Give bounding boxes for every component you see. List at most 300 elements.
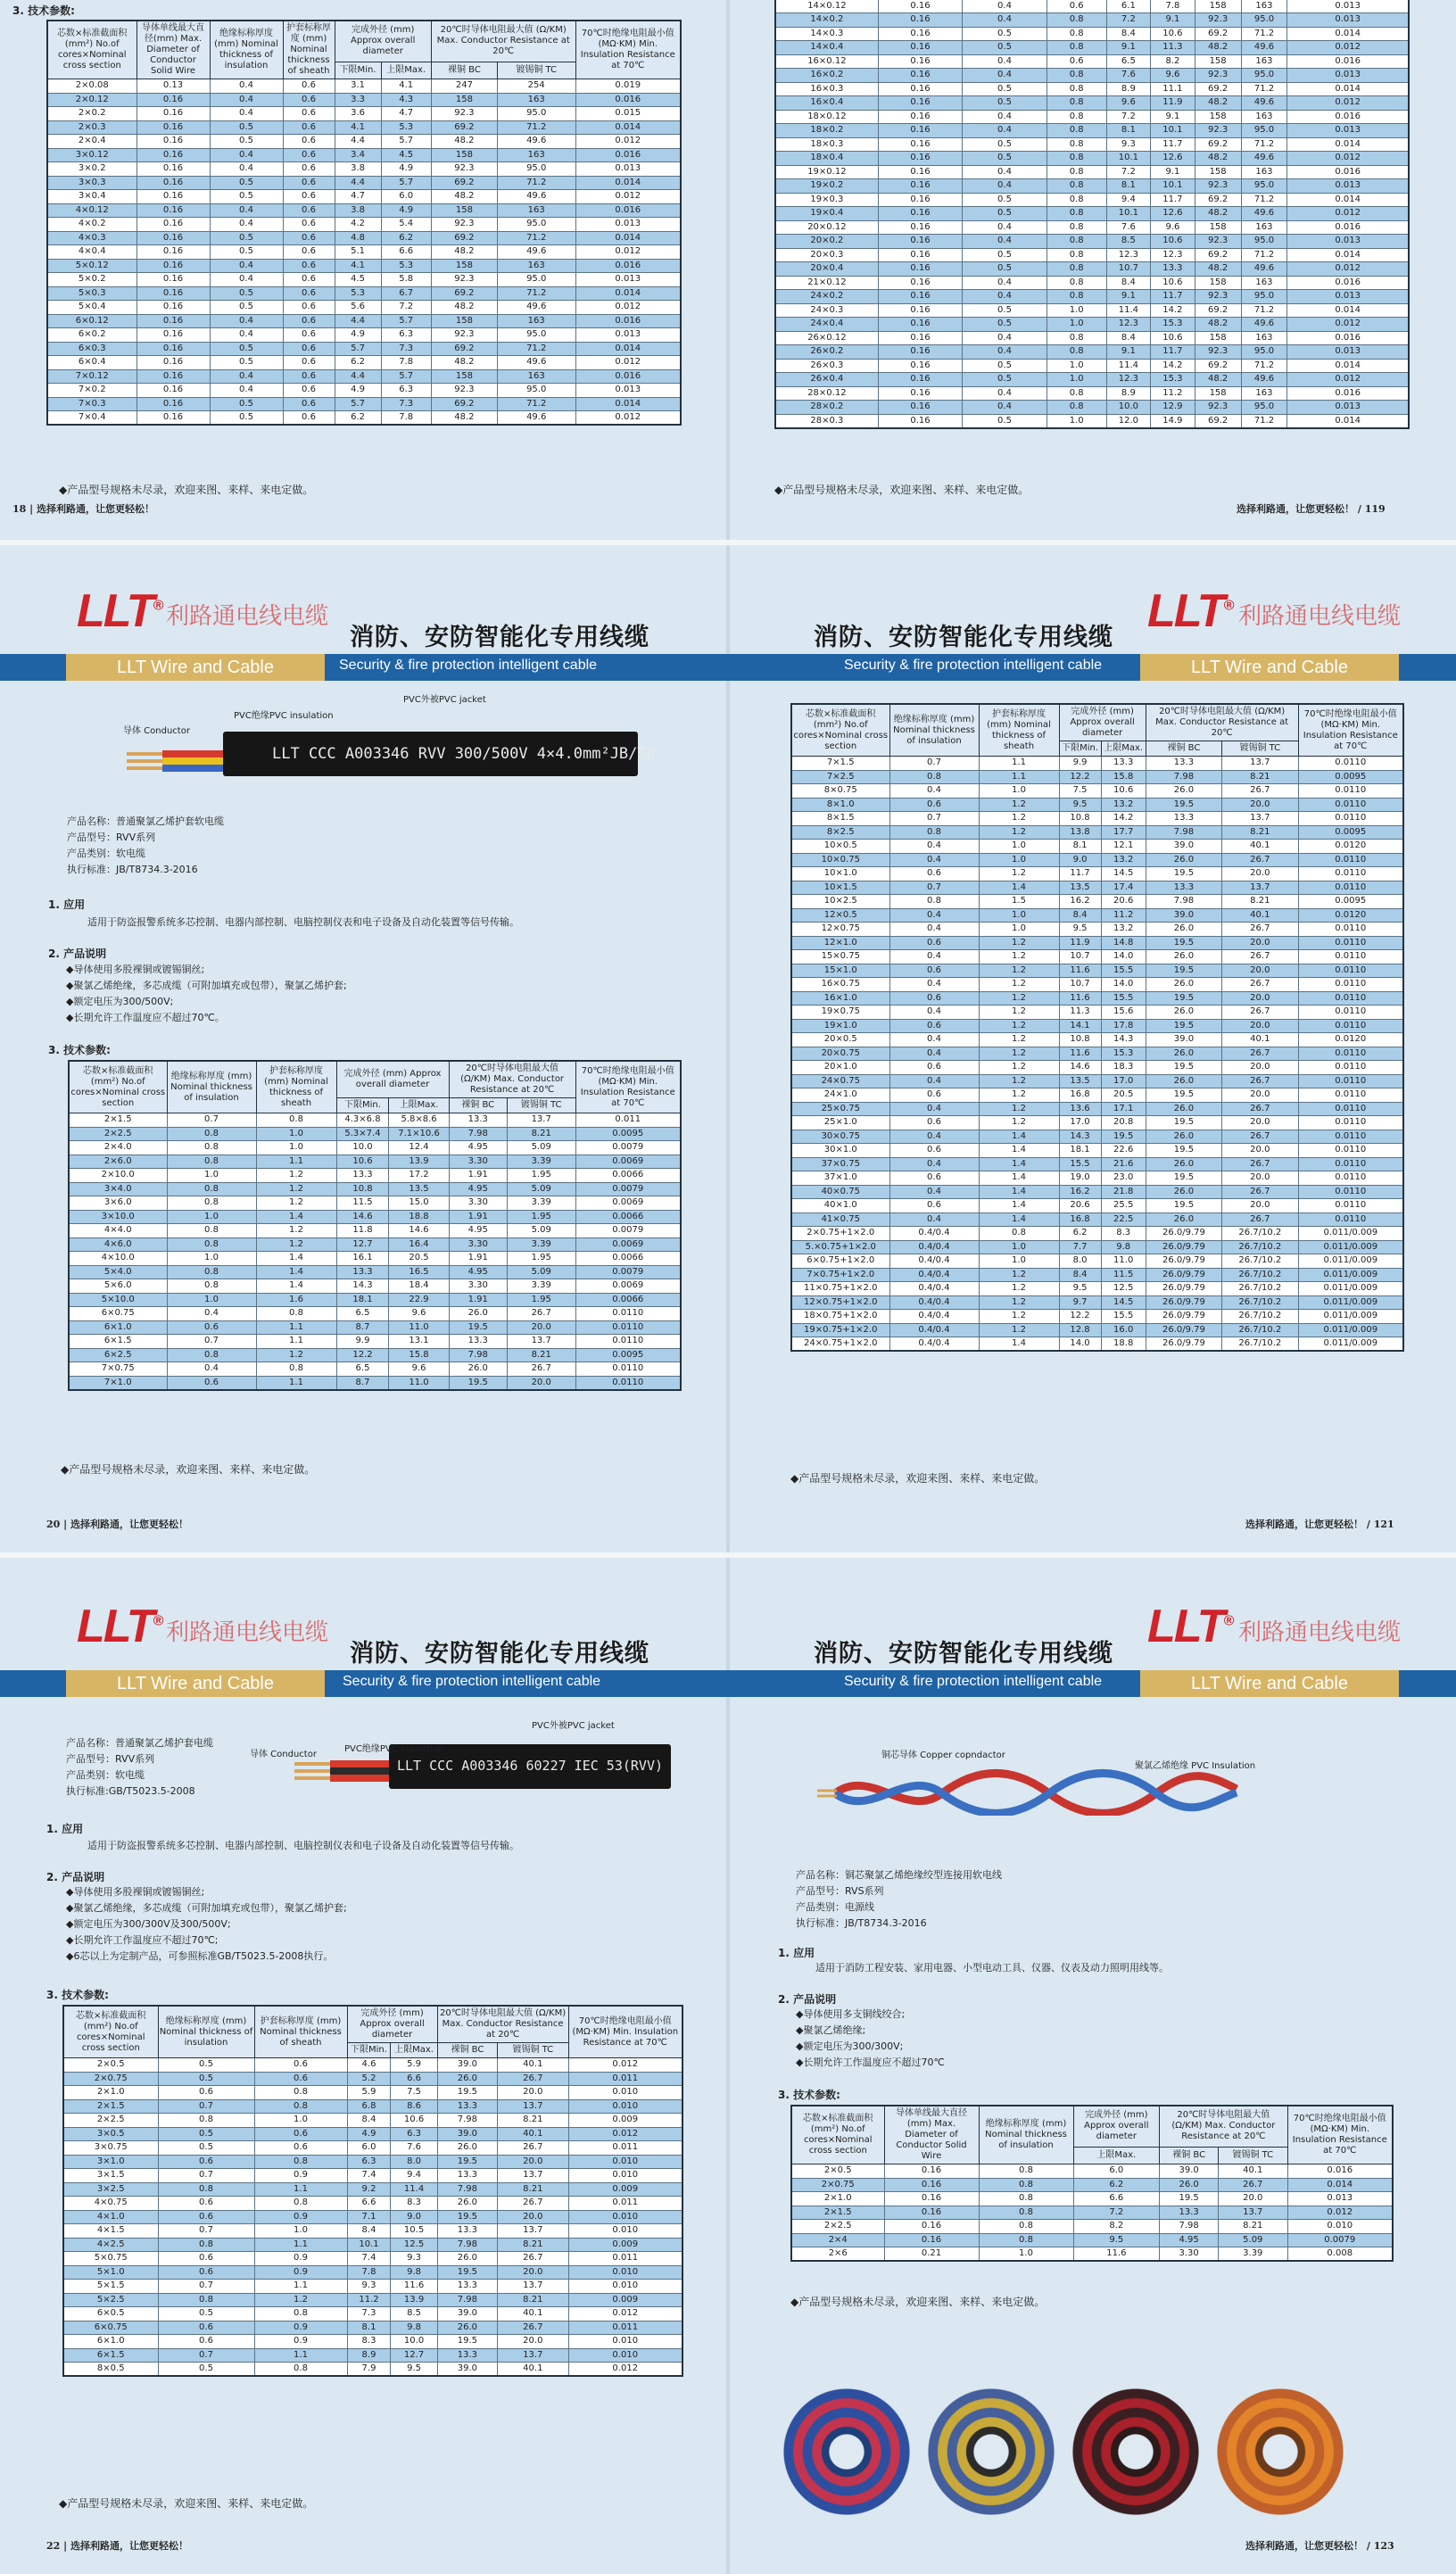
brand-cn: 利路通电线电缆: [1238, 1618, 1402, 1645]
table-cell: 3×6.0: [69, 1196, 167, 1211]
table-row: [791, 2247, 1393, 2262]
table-row: [775, 54, 1409, 69]
spread-118-119: [0, 0, 1456, 540]
table-cell: 7.1×10.6: [389, 1127, 449, 1141]
table-row: [791, 1006, 1403, 1020]
table-cell: 0.13: [136, 79, 210, 94]
application-text: 适用于防盗报警系统多芯控制、电器内部控制、电脑控制仪表和电子设备及自动化装置等信号传输。: [87, 916, 519, 928]
table-cell: 1.2: [979, 1310, 1059, 1324]
table-cell: 10.0: [336, 1141, 389, 1155]
table-cell: 18×0.3: [775, 137, 878, 152]
table-cell: 8.21: [498, 2238, 568, 2252]
table-cell: 4.95: [449, 1141, 507, 1155]
table-row: [791, 812, 1403, 826]
table-cell: 13.5: [1059, 881, 1101, 895]
footer: 18 | 选择利路通，让您更轻松！: [12, 503, 154, 515]
table-cell: 5.6: [335, 301, 381, 315]
table-cell: 28×0.3: [775, 414, 878, 428]
table-cell: 0.010: [568, 2210, 682, 2224]
table-cell: 163: [1241, 331, 1287, 345]
table-cell: 1.1: [256, 1155, 336, 1169]
table-cell: 0.8: [256, 1113, 336, 1128]
table-cell: 40.1: [498, 2307, 568, 2322]
table-cell: 8.4: [1106, 276, 1151, 290]
table-cell: 0.16: [878, 0, 963, 13]
table-row: [47, 162, 681, 177]
table-cell: 0.012: [568, 2307, 682, 2322]
table-cell: 11.5: [1101, 1268, 1146, 1282]
table-cell: 26.7: [1222, 1006, 1298, 1020]
table-cell: 0.8: [1046, 13, 1106, 28]
table-cell: 18.1: [1059, 1144, 1101, 1158]
table-cell: 20×0.2: [775, 235, 878, 249]
table-cell: 12.2: [1059, 1310, 1101, 1324]
table-cell: 71.2: [497, 120, 575, 135]
hdr-res: 20℃时导体电阻最大值 (Ω/KM) Max. Conductor Resistance at 20℃: [431, 21, 575, 62]
table-row: [47, 259, 681, 273]
table-cell: 0.7: [158, 2224, 254, 2239]
table-row: [791, 1130, 1403, 1144]
table-cell: 18.8: [1101, 1337, 1146, 1352]
table-row: [47, 231, 681, 245]
table-cell: 5.4: [381, 218, 431, 232]
table-cell: 0.8: [254, 2086, 347, 2100]
table-cell: 0.5: [158, 2072, 254, 2086]
table-row: [775, 165, 1409, 179]
table-cell: 4×0.12: [47, 203, 136, 218]
page-number: 121: [1373, 1519, 1394, 1530]
table-row: [69, 1293, 681, 1307]
table-cell: 0.013: [1287, 69, 1409, 83]
table-cell: 5.7: [335, 342, 381, 356]
table-cell: 41×0.75: [791, 1213, 889, 1227]
spec-table-118: [46, 20, 682, 426]
table-cell: 0.4: [963, 276, 1047, 290]
table-cell: 15.5: [1059, 1157, 1101, 1171]
table-cell: 1.0: [979, 1254, 1059, 1269]
table-cell: 10.1: [1151, 124, 1195, 138]
table-cell: 8.3: [391, 2197, 437, 2211]
table-cell: 19.5: [1160, 2192, 1219, 2206]
table-cell: 20.0: [1222, 867, 1298, 881]
table-cell: 5.09: [507, 1141, 575, 1155]
table-cell: 0.016: [1287, 165, 1409, 179]
table-cell: 8.0: [1059, 1254, 1101, 1269]
table-cell: 0.0069: [575, 1237, 681, 1252]
table-cell: 49.6: [1241, 373, 1287, 387]
table-cell: 4×6.0: [69, 1237, 167, 1252]
table-cell: 22.9: [389, 1293, 449, 1307]
table-cell: 8.21: [507, 1127, 575, 1141]
table-cell: 20.0: [1222, 1144, 1298, 1158]
table-cell: 71.2: [1241, 414, 1287, 428]
table-cell: 1.6: [256, 1293, 336, 1307]
table-cell: 6.2: [1059, 1227, 1101, 1241]
table-row: [791, 1310, 1403, 1324]
table-cell: 0.0110: [1298, 978, 1403, 992]
table-cell: 6.6: [391, 2072, 437, 2086]
table-cell: 11.0: [389, 1376, 449, 1390]
table-cell: 11.8: [336, 1224, 389, 1238]
table-cell: 3.30: [449, 1196, 507, 1211]
hdr-od-min: 下限Min.: [335, 62, 381, 79]
table-cell: 11.6: [391, 2280, 437, 2294]
table-cell: 0.8: [167, 1279, 256, 1294]
hdr-od: 完成外径 (mm) Approx overall diameter: [336, 1061, 449, 1098]
table-cell: 8.9: [347, 2348, 391, 2363]
table-cell: 0.4: [889, 1033, 979, 1047]
table-cell: 18.4: [389, 1279, 449, 1294]
table-cell: 247: [431, 79, 497, 94]
table-cell: 3.30: [449, 1155, 507, 1169]
table-row: [791, 2206, 1393, 2220]
table-row: [791, 825, 1403, 840]
coil-orange-icon: [1213, 2385, 1347, 2519]
table-cell: 7.2: [1106, 13, 1151, 28]
table-cell: 20×0.5: [791, 1033, 889, 1047]
table-cell: 0.0079: [1287, 2233, 1393, 2247]
table-row: [69, 1224, 681, 1238]
table-cell: 0.5: [963, 359, 1047, 373]
table-cell: 0.010: [1287, 2220, 1393, 2234]
table-row: [775, 290, 1409, 304]
table-row: [69, 1155, 681, 1169]
table-cell: 10.7: [1059, 950, 1101, 964]
table-row: [63, 2321, 682, 2335]
table-cell: 26.7/10.2: [1222, 1227, 1298, 1241]
table-cell: 19.5: [1146, 1116, 1221, 1130]
table-cell: 26.0/9.79: [1146, 1254, 1221, 1269]
table-cell: 71.2: [497, 342, 575, 356]
table-cell: 1.4: [979, 1199, 1059, 1213]
table-cell: 1.0: [979, 923, 1059, 937]
section-description: 2. 产品说明: [46, 1871, 105, 1883]
table-cell: 0.16: [884, 2220, 979, 2234]
table-cell: 48.2: [1195, 318, 1241, 332]
table-cell: 26×0.3: [775, 359, 878, 373]
table-cell: 0.5: [210, 397, 283, 411]
page-123: [728, 1557, 1456, 2574]
table-cell: 0.8: [167, 1348, 256, 1362]
table-cell: 21.8: [1101, 1185, 1146, 1199]
table-cell: 7.7: [1059, 1240, 1101, 1254]
table-cell: 0.8: [158, 2238, 254, 2252]
table-cell: 0.9: [254, 2252, 347, 2266]
table-cell: 4.95: [449, 1182, 507, 1196]
table-row: [791, 1185, 1403, 1199]
table-cell: 1.2: [979, 1088, 1059, 1103]
table-cell: 95.0: [1241, 401, 1287, 415]
table-cell: 12.4: [389, 1141, 449, 1155]
table-cell: 0.16: [136, 148, 210, 162]
table-cell: 0.8: [979, 2233, 1073, 2247]
table-cell: 0.0110: [1298, 881, 1403, 895]
table-cell: 26.0/9.79: [1146, 1268, 1221, 1282]
table-cell: 71.2: [497, 231, 575, 245]
table-cell: 12.3: [1151, 248, 1195, 262]
table-cell: 20.6: [1101, 895, 1146, 909]
table-cell: 13.3: [336, 1169, 389, 1183]
table-cell: 0.4: [167, 1362, 256, 1377]
table-cell: 0.0110: [1298, 1074, 1403, 1088]
table-cell: 0.0120: [1298, 1033, 1403, 1047]
table-cell: 13.2: [1101, 923, 1146, 937]
table-cell: 0.6: [889, 1061, 979, 1075]
table-cell: 0.8: [979, 2164, 1073, 2179]
table-row: [775, 248, 1409, 262]
hdr-ins: 绝缘标称厚度 (mm) Nominal thickness of insulation: [158, 2006, 254, 2058]
table-cell: 16.2: [1059, 895, 1101, 909]
table-row: [775, 235, 1409, 249]
table-cell: 6.3: [391, 2127, 437, 2141]
table-cell: 25×0.75: [791, 1102, 889, 1116]
table-row: [47, 218, 681, 232]
table-cell: 25×1.0: [791, 1116, 889, 1130]
table-cell: 9.1: [1151, 110, 1195, 124]
table-cell: 0.6: [158, 2321, 254, 2335]
table-row: [63, 2293, 682, 2307]
table-cell: 0.016: [1287, 54, 1409, 69]
table-cell: 0.013: [1287, 0, 1409, 13]
table-cell: 0.013: [575, 384, 681, 398]
table-row: [47, 148, 681, 162]
page-122: [0, 1557, 728, 2574]
table-cell: 0.0110: [1298, 1102, 1403, 1116]
table-cell: 40.1: [1222, 1033, 1298, 1047]
table-cell: 1.4: [256, 1265, 336, 1279]
table-row: [791, 1019, 1403, 1033]
table-cell: 95.0: [497, 384, 575, 398]
table-cell: 0.4: [889, 1185, 979, 1199]
table-cell: 1.2: [979, 867, 1059, 881]
table-cell: 0.011/0.009: [1298, 1254, 1403, 1269]
table-cell: 0.8: [889, 895, 979, 909]
table-row: [775, 414, 1409, 428]
table-cell: 95.0: [1241, 124, 1287, 138]
brand-cn: 利路通电线电缆: [166, 602, 329, 629]
table-cell: 26.0: [449, 1362, 507, 1377]
table-cell: 20.0: [1222, 1061, 1298, 1075]
table-cell: 0.0079: [575, 1224, 681, 1238]
table-cell: 4.3×6.8: [336, 1113, 389, 1128]
table-cell: 0.0110: [1298, 964, 1403, 978]
table-cell: 20×1.0: [791, 1061, 889, 1075]
table-cell: 23.0: [1101, 1171, 1146, 1186]
table-cell: 0.8: [1046, 69, 1106, 83]
table-cell: 8.4: [1059, 1268, 1101, 1282]
hdr-conductor-dia: 导体单线最大直径(mm) Max. Diameter of Conductor Solid Wire: [884, 2106, 979, 2164]
table-cell: 0.8: [167, 1155, 256, 1169]
table-cell: 0.014: [1287, 137, 1409, 152]
table-cell: 3.30: [449, 1279, 507, 1294]
table-cell: 0.0095: [1298, 895, 1403, 909]
table-cell: 0.014: [1287, 193, 1409, 207]
table-cell: 26.7/10.2: [1222, 1254, 1298, 1269]
table-cell: 26.7/10.2: [1222, 1268, 1298, 1282]
table-cell: 48.2: [431, 245, 497, 260]
table-cell: 18×0.4: [775, 152, 878, 166]
table-cell: 7.6: [1106, 69, 1151, 83]
table-cell: 16×0.4: [775, 96, 878, 111]
hdr-tc: 镀锡铜 TC: [507, 1098, 575, 1113]
table-cell: 49.6: [497, 356, 575, 370]
table-cell: 18×0.2: [775, 124, 878, 138]
table-cell: 0.4: [210, 384, 283, 398]
table-cell: 13.3: [1160, 2206, 1219, 2220]
table-cell: 1.4: [256, 1279, 336, 1294]
spread-separator: [0, 1552, 1456, 1558]
hdr-od-min: 下限Min.: [336, 1098, 389, 1113]
table-row: [775, 27, 1409, 41]
table-cell: 7.3: [381, 342, 431, 356]
hdr-od-min: 下限Min.: [1059, 741, 1101, 757]
table-row: [69, 1196, 681, 1211]
table-cell: 0.8: [1046, 165, 1106, 179]
table-cell: 17.7: [1101, 825, 1146, 840]
table-cell: 1.0: [979, 908, 1059, 923]
table-cell: 26.0: [437, 2197, 497, 2211]
brand-en: LLT Wire and Cable: [66, 654, 325, 681]
table-cell: 1.0: [979, 840, 1059, 854]
table-cell: 0.6: [283, 190, 335, 204]
table-cell: 1.2: [979, 1006, 1059, 1020]
table-cell: 0.4: [963, 13, 1047, 28]
table-cell: 7×0.12: [47, 369, 136, 384]
table-cell: 9.0: [391, 2210, 437, 2224]
table-cell: 0.011/0.009: [1298, 1268, 1403, 1282]
table-cell: 0.21: [884, 2247, 979, 2262]
table-cell: 4.4: [335, 314, 381, 328]
table-cell: 24×0.4: [775, 318, 878, 332]
table-cell: 0.7: [158, 2169, 254, 2183]
table-cell: 0.016: [1287, 331, 1409, 345]
hdr-ins: 绝缘标称厚度 (mm) Nominal thickness of insulation: [210, 21, 283, 79]
table-cell: 0.014: [1287, 2178, 1393, 2192]
table-cell: 4.9: [381, 203, 431, 218]
table-cell: 1.2: [979, 1061, 1059, 1075]
table-cell: 0.4: [210, 369, 283, 384]
table-row: [791, 950, 1403, 964]
table-cell: 0.0110: [1298, 1019, 1403, 1033]
table-cell: 9.8: [1101, 1240, 1146, 1254]
table-cell: 92.3: [1195, 13, 1241, 28]
table-cell: 9.9: [1059, 757, 1101, 771]
table-cell: 0.4: [210, 273, 283, 287]
table-cell: 0.6: [283, 314, 335, 328]
table-cell: 0.0066: [575, 1252, 681, 1266]
table-cell: 0.6: [889, 936, 979, 950]
table-cell: 1.2: [256, 1196, 336, 1211]
table-cell: 49.6: [497, 135, 575, 149]
table-cell: 24×0.2: [775, 290, 878, 304]
table-cell: 11×0.75+1×2.0: [791, 1282, 889, 1296]
table-cell: 26.7/10.2: [1222, 1310, 1298, 1324]
table-cell: 0.4: [963, 165, 1047, 179]
table-cell: 7.98: [437, 2182, 497, 2197]
table-cell: 0.8: [1046, 386, 1106, 401]
hdr-bc: 裸铜 BC: [1160, 2147, 1219, 2164]
table-cell: 0.012: [575, 245, 681, 260]
table-cell: 1.2: [979, 936, 1059, 950]
table-cell: 4×0.4: [47, 245, 136, 260]
table-cell: 0.8: [979, 1227, 1059, 1241]
table-cell: 69.2: [431, 342, 497, 356]
table-cell: 0.16: [136, 314, 210, 328]
table-row: [791, 1268, 1403, 1282]
footer-slogan: 选择利路通，让您更轻松！: [70, 1519, 188, 1530]
table-cell: 2×2.5: [69, 1127, 167, 1141]
table-cell: 12.2: [1059, 770, 1101, 784]
coil-red-black-icon: [1069, 2385, 1203, 2519]
table-cell: 0.016: [575, 203, 681, 218]
table-cell: 2×2.5: [63, 2114, 158, 2128]
table-cell: 0.8: [167, 1265, 256, 1279]
table-cell: 163: [1241, 220, 1287, 235]
table-row: [791, 1295, 1403, 1310]
table-cell: 10.1: [1151, 179, 1195, 194]
table-cell: 4.4: [335, 176, 381, 190]
table-cell: 13.3: [437, 2280, 497, 2294]
table-cell: 10.1: [347, 2238, 391, 2252]
table-row: [47, 93, 681, 107]
hdr-cores: 芯数×标准截面积 (mm²) No.of cores×Nominal cross section: [791, 2106, 884, 2164]
label-jacket: PVC外被PVC jacket: [403, 695, 486, 705]
table-row: [775, 96, 1409, 111]
table-cell: 0.0110: [1298, 923, 1403, 937]
table-cell: 10.6: [1101, 784, 1146, 799]
table-cell: 0.011/0.009: [1298, 1282, 1403, 1296]
table-cell: 0.6: [283, 162, 335, 177]
table-row: [791, 1171, 1403, 1186]
table-cell: 1.1: [254, 2348, 347, 2363]
table-cell: 26.7/10.2: [1222, 1337, 1298, 1352]
table-cell: 4×0.3: [47, 231, 136, 245]
table-cell: 1.0: [167, 1169, 256, 1183]
table-cell: 20.0: [498, 2155, 568, 2169]
table-cell: 5.9: [391, 2058, 437, 2073]
table-cell: 6.5: [336, 1307, 389, 1321]
table-cell: 0.014: [1287, 359, 1409, 373]
table-cell: 26.7: [498, 2197, 568, 2211]
table-row: [69, 1307, 681, 1321]
table-row: [775, 401, 1409, 415]
table-cell: 20.0: [498, 2335, 568, 2349]
table-cell: 9.1: [1106, 345, 1151, 360]
table-cell: 0.014: [1287, 248, 1409, 262]
table-cell: 0.8: [158, 2114, 254, 2128]
table-cell: 0.5: [210, 120, 283, 135]
table-cell: 20.0: [1222, 1116, 1298, 1130]
table-cell: 0.8: [979, 2206, 1073, 2220]
table-cell: 1.2: [979, 1102, 1059, 1116]
table-cell: 0.4/0.4: [889, 1295, 979, 1310]
page-number: 119: [1364, 503, 1386, 515]
table-cell: 6×0.5: [63, 2307, 158, 2322]
header-title-cn: 消防、安防智能化专用线缆: [350, 624, 649, 650]
footer: 选择利路通，让您更轻松！ / 123: [1245, 2540, 1394, 2552]
table-cell: 5.9: [347, 2086, 391, 2100]
description-list: ◆导体使用多股裸铜或镀锡铜丝; ◆聚氯乙烯绝缘，多芯成缆（可附加填充或包带），聚氯乙烯护套; ◆额定电压为300/500V; ◆长期允许工作温度应不超过70℃。: [66, 964, 347, 1023]
table-row: [69, 1127, 681, 1141]
table-cell: 0.013: [575, 328, 681, 343]
footer-slogan: 选择利路通，让您更轻松！: [1245, 1519, 1363, 1530]
table-cell: 0.8: [889, 770, 979, 784]
table-cell: 0.014: [575, 176, 681, 190]
table-cell: 8.3: [1101, 1227, 1146, 1241]
table-cell: 26×0.4: [775, 373, 878, 387]
table-cell: 0.0110: [1298, 936, 1403, 950]
table-cell: 0.7: [889, 757, 979, 771]
